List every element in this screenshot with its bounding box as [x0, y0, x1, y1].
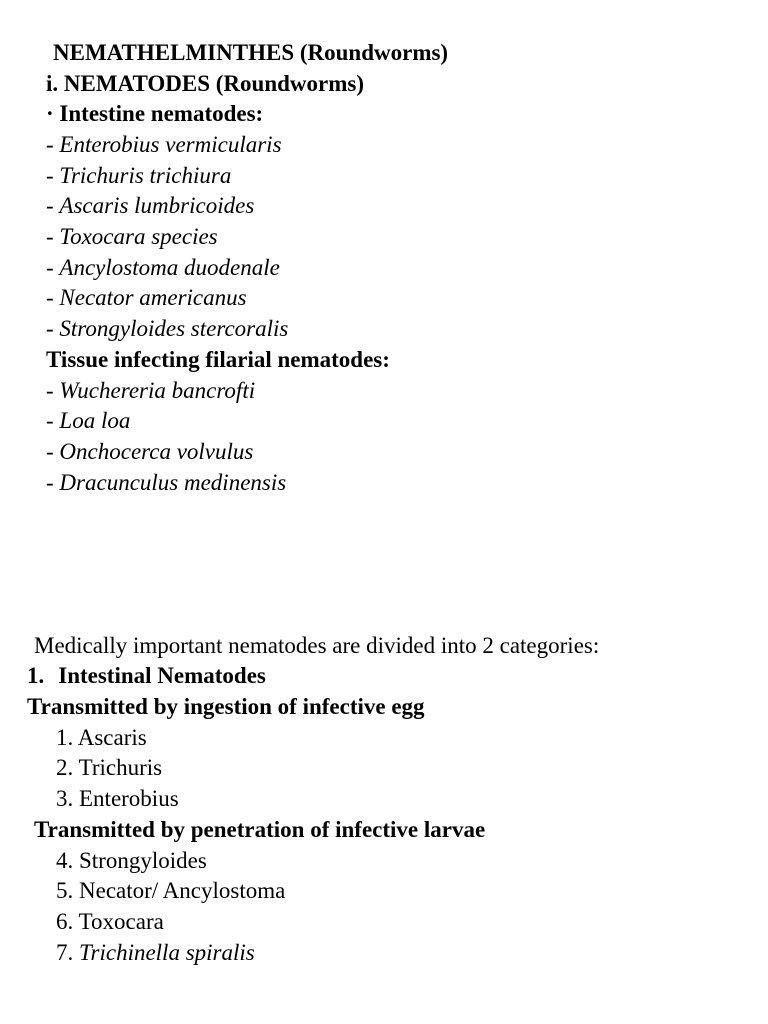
dash: - [46, 255, 60, 280]
dash: - [46, 408, 60, 433]
item-number: 7. [56, 940, 74, 965]
list-item [46, 130, 282, 160]
list-item [46, 376, 255, 406]
item-number: 3. [56, 786, 74, 811]
item-text: Ascaris [77, 725, 147, 750]
species-name: Strongyloides stercoralis [59, 316, 289, 341]
species-name: Dracunculus medinensis [59, 470, 287, 495]
item-number: 4. [56, 848, 74, 873]
species-name: Trichuris trichiura [59, 163, 232, 188]
list-item [46, 253, 280, 283]
dash: - [46, 470, 60, 495]
filarial-heading: Tissue infecting filarial nematodes: [46, 347, 390, 372]
list-item [46, 314, 288, 344]
page-title: NEMATHELMINTHES (Roundworms) [53, 40, 449, 65]
dash: - [46, 439, 60, 464]
list-item [46, 437, 253, 467]
dash: - [46, 224, 60, 249]
list-item [46, 283, 247, 313]
list-item [56, 723, 147, 753]
list-item [56, 753, 162, 783]
species-name: Loa loa [59, 408, 131, 433]
dash: - [46, 163, 60, 188]
species-name: Ancylostoma duodenale [59, 255, 280, 280]
item-number: 6. [56, 909, 74, 934]
list-item [56, 846, 207, 876]
list-item [56, 876, 285, 906]
species-name: Ascaris lumbricoides [59, 193, 255, 218]
list-item [46, 468, 286, 498]
dash: - [46, 378, 60, 403]
penetration-heading: Transmitted by penetration of infective larvae [34, 817, 486, 842]
item-number: 2. [56, 755, 74, 780]
item-number: 1. [56, 725, 74, 750]
ingestion-heading: Transmitted by ingestion of infective egg [27, 694, 425, 719]
item-text: Strongyloides [79, 848, 207, 873]
species-name: Toxocara species [59, 224, 218, 249]
list-item [56, 784, 179, 814]
intestinal-heading: · Intestine nematodes: [46, 101, 264, 126]
item-text: Trichuris [78, 755, 163, 780]
item-text: Necator/ Ancylostoma [79, 878, 286, 903]
species-name: Onchocerca volvulus [59, 439, 254, 464]
category-heading [27, 661, 266, 691]
dash: - [46, 285, 60, 310]
category-number: 1. [27, 663, 45, 688]
category-label: Intestinal Nematodes [58, 663, 266, 688]
list-item [46, 222, 218, 252]
species-name: Wuchereria bancrofti [59, 378, 256, 403]
dash: - [46, 193, 60, 218]
species-name: Enterobius vermicularis [59, 132, 282, 157]
list-item [56, 938, 255, 968]
species-name: Necator americanus [59, 285, 247, 310]
item-text: Enterobius [79, 786, 179, 811]
list-item [46, 406, 130, 436]
dash: - [46, 132, 60, 157]
item-number: 5. [56, 878, 74, 903]
list-item [46, 161, 231, 191]
list-item [56, 907, 164, 937]
item-text: Trichinella spiralis [79, 940, 255, 965]
list-item [46, 191, 254, 221]
section-subtitle: i. NEMATODES (Roundworms) [46, 71, 364, 96]
intro-text: Medically important nematodes are divided into 2 categories: [34, 633, 600, 658]
dash: - [46, 316, 60, 341]
item-text: Toxocara [78, 909, 164, 934]
